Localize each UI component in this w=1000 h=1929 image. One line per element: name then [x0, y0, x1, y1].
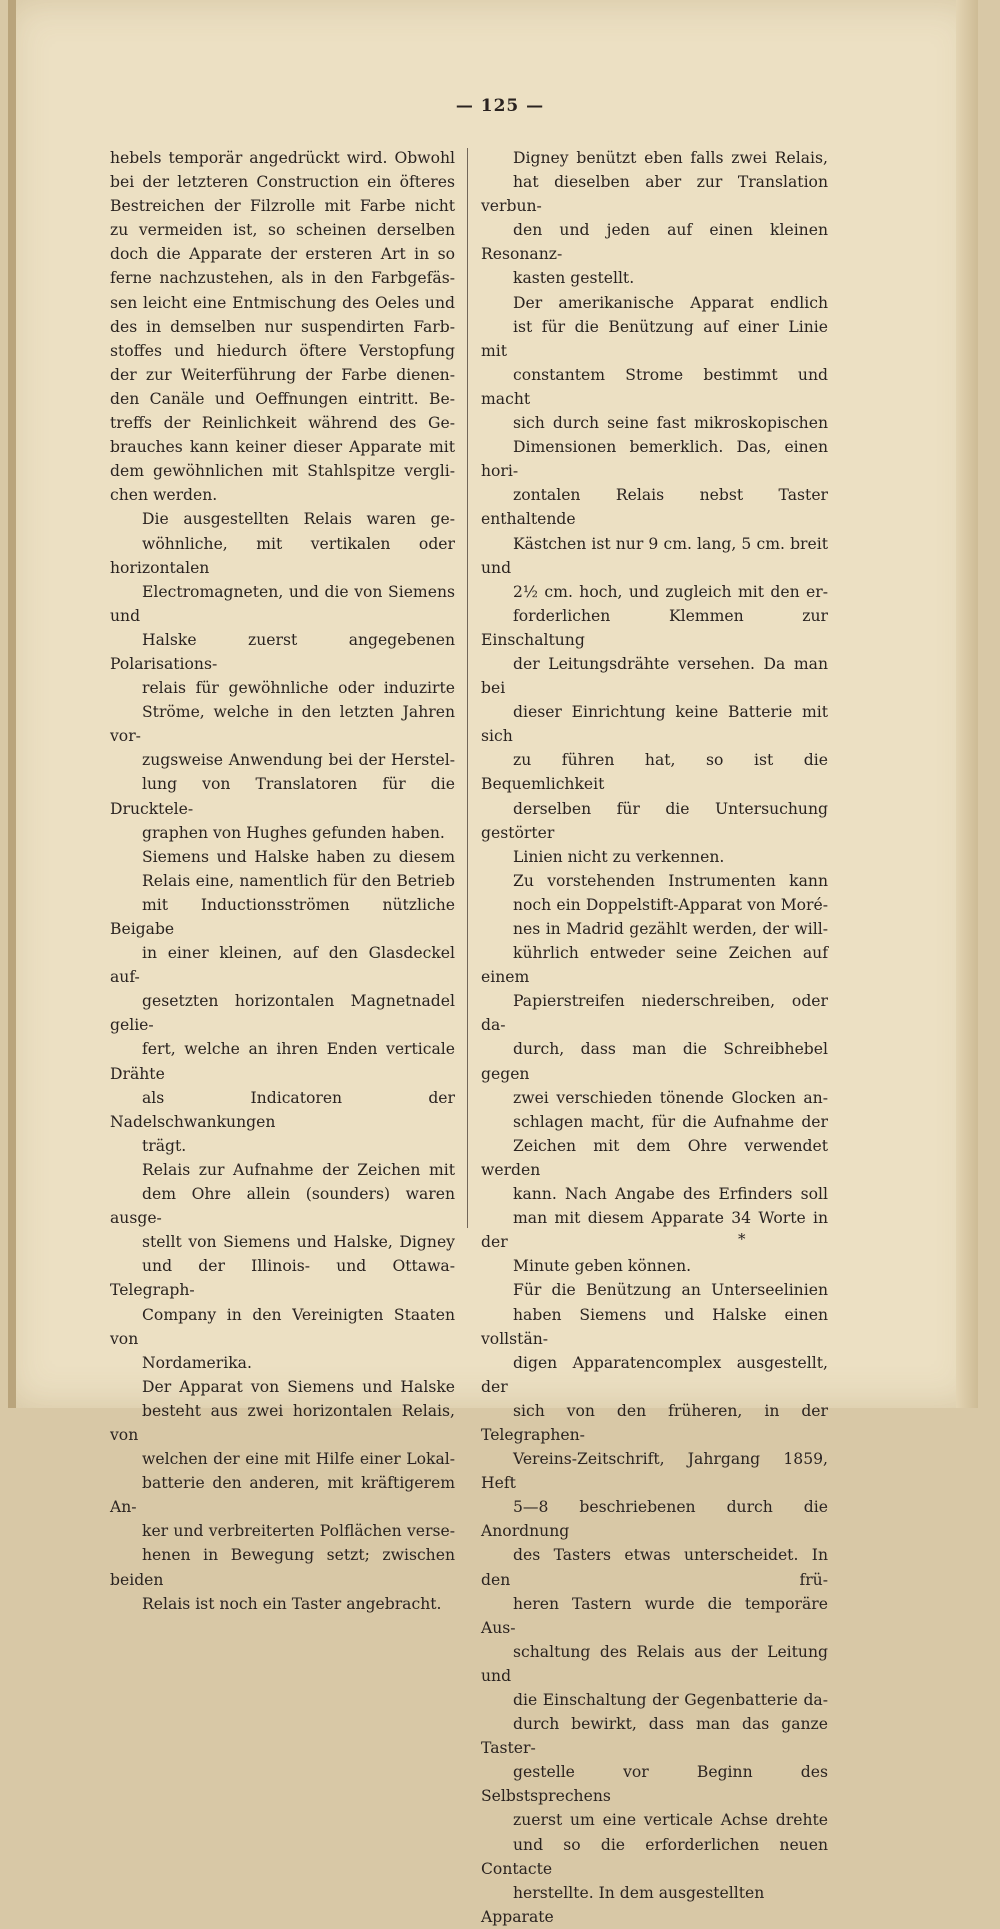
- text-line: schlagen macht, für die Aufnahme der: [513, 1112, 828, 1131]
- page-edge: [956, 0, 978, 1408]
- text-line: Zeichen mit dem Ohre verwendet werden: [481, 1136, 828, 1179]
- text-line: welchen der eine mit Hilfe einer Lokal-: [142, 1450, 455, 1469]
- text-line: 2½ cm. hoch, und zugleich mit den er-: [513, 582, 828, 601]
- left-column: [110, 146, 455, 1616]
- text-line: Linien nicht zu verkennen.: [513, 847, 725, 866]
- text-line: nes in Madrid gezählt werden, der will-: [513, 920, 828, 938]
- text-line: wöhnliche, mit vertikalen oder horizontalen: [110, 534, 455, 577]
- text-line: henen in Bewegung setzt; zwischen beiden: [110, 1546, 455, 1589]
- text-line: Der Apparat von Siemens und Halske: [142, 1377, 455, 1396]
- paragraph: [110, 1375, 455, 1616]
- text-line: constantem Strome bestimmt und macht: [481, 365, 828, 408]
- text-line: die Einschaltung der Gegenbatterie da-: [513, 1691, 828, 1709]
- text-line: zugsweise Anwendung bei der Herstel-: [142, 751, 455, 770]
- text-line: zwei verschieden tönende Glocken an-: [513, 1088, 828, 1107]
- text-line: Digney benützt eben falls zwei Relais,: [513, 149, 828, 167]
- column-divider: [467, 148, 468, 1228]
- paragraph: [481, 146, 828, 291]
- text-line: Kästchen ist nur 9 cm. lang, 5 cm. breit und: [481, 534, 828, 577]
- text-line: treffs der Reinlichkeit während des Ge-: [110, 414, 455, 433]
- text-line: chen werden.: [110, 486, 218, 505]
- text-line: trägt.: [142, 1136, 187, 1155]
- text-line: zuerst um eine verticale Achse drehte: [513, 1811, 828, 1830]
- text-line: gesetzten horizontalen Magnetnadel gelie-: [110, 992, 455, 1035]
- text-line: herstellte. In dem ausgestellten Apparate: [481, 1883, 765, 1926]
- text-line: und der Illinois- und Ottawa- Telegraph-: [110, 1257, 455, 1300]
- text-line: zu vermeiden ist, so scheinen derselben: [110, 221, 455, 240]
- paragraph: [481, 291, 828, 869]
- text-line: Ströme, welche in den letzten Jahren vor-: [110, 703, 455, 746]
- text-line: als Indicatoren der Nadelschwankungen: [110, 1088, 455, 1131]
- text-line: digen Apparatencomplex ausgestellt, der: [481, 1353, 828, 1396]
- text-line: ferne nachzustehen, als in den Farbgefäs-: [110, 269, 455, 288]
- text-line: relais für gewöhnliche oder induzirte: [142, 679, 455, 698]
- paragraph: [110, 507, 455, 844]
- text-line: Bestreichen der Filzrolle mit Farbe nicht: [110, 197, 455, 216]
- paragraph: [110, 845, 455, 1158]
- text-line: kann. Nach Angabe des Erfinders soll: [513, 1185, 828, 1204]
- text-line: ker und verbreiterten Polflächen verse-: [142, 1522, 455, 1541]
- text-line: haben Siemens und Halske einen vollstän-: [481, 1305, 828, 1348]
- text-line: hat dieselben aber zur Translation verbun-: [481, 173, 828, 216]
- text-line: forderlichen Klemmen zur Einschaltung: [481, 606, 828, 649]
- text-line: gestelle vor Beginn des Selbstsprechens: [481, 1763, 828, 1806]
- text-line: den Canäle und Oeffnungen eintritt. Be-: [110, 389, 455, 408]
- text-line: lung von Translatoren für die Drucktele-: [110, 775, 455, 818]
- text-line: durch, dass man die Schreibhebel gegen: [481, 1040, 828, 1083]
- text-line: fert, welche an ihren Enden verticale Drähte: [110, 1040, 455, 1083]
- text-line: zu führen hat, so ist die Bequemlichkeit: [481, 751, 828, 794]
- text-line: Siemens und Halske haben zu diesem: [142, 847, 455, 866]
- footnote-mark: *: [738, 1230, 746, 1248]
- text-line: dieser Einrichtung keine Batterie mit sich: [481, 703, 828, 746]
- page-number: — 125 —: [455, 96, 545, 116]
- text-line: in einer kleinen, auf den Glasdeckel auf-: [110, 944, 455, 987]
- text-line: noch ein Doppelstift-Apparat von Moré-: [513, 895, 828, 914]
- text-line: durch bewirkt, dass man das ganze Taster-: [481, 1715, 828, 1758]
- text-line: sen leicht eine Entmischung des Oeles und: [110, 293, 455, 312]
- text-line: man mit diesem Apparate 34 Worte in der: [481, 1209, 828, 1252]
- text-line: graphen von Hughes gefunden haben.: [142, 823, 445, 842]
- text-line: und so die erforderlichen neuen Contacte: [481, 1835, 828, 1878]
- text-line: Relais zur Aufnahme der Zeichen mit: [142, 1160, 455, 1179]
- text-line: kasten gestellt.: [513, 269, 635, 288]
- text-line: der Leitungsdrähte versehen. Da man bei: [481, 654, 828, 698]
- text-line: den und jeden auf einen kleinen Resonanz-: [481, 221, 828, 264]
- text-line: Vereins-Zeitschrift, Jahrgang 1859, Heft: [481, 1450, 828, 1493]
- text-line: Nordamerika.: [142, 1353, 252, 1372]
- paragraph: [110, 1158, 455, 1375]
- text-line: doch die Apparate der ersteren Art in so: [110, 245, 455, 264]
- text-line: stoffes und hiedurch öftere Verstopfung: [110, 341, 455, 360]
- text-line: des Tasters etwas unterscheidet. In den frü-: [481, 1546, 828, 1589]
- text-line: Electromagneten, und die von Siemens und: [110, 582, 455, 625]
- text-line: sich von den früheren, in der Telegraphen-: [481, 1401, 828, 1444]
- text-line: Die ausgestellten Relais waren ge-: [142, 510, 455, 529]
- text-line: Company in den Vereinigten Staaten von: [110, 1305, 455, 1348]
- text-line: batterie den anderen, mit kräftigerem An-: [110, 1474, 455, 1517]
- text-line: bei der letzteren Construction ein öfteres: [110, 173, 455, 192]
- text-line: Relais ist noch ein Taster angebracht.: [142, 1594, 442, 1613]
- paragraph: [481, 869, 828, 1279]
- text-line: besteht aus zwei horizontalen Relais, von: [110, 1401, 455, 1444]
- text-line: derselben für die Untersuchung gestörter: [481, 799, 828, 842]
- text-line: Papierstreifen niederschreiben, oder da-: [481, 992, 828, 1035]
- paragraph: [110, 146, 455, 507]
- paragraph: [481, 1278, 828, 1929]
- text-line: stellt von Siemens und Halske, Digney: [142, 1233, 455, 1252]
- text-line: Zu vorstehenden Instrumenten kann: [513, 871, 828, 890]
- text-line: Minute geben können.: [513, 1257, 692, 1276]
- text-line: der zur Weiterführung der Farbe dienen-: [110, 365, 455, 384]
- text-line: Der amerikanische Apparat endlich: [513, 293, 828, 312]
- text-line: mit Inductionsströmen nützliche Beigabe: [110, 895, 455, 938]
- text-line: dem Ohre allein (sounders) waren ausge-: [110, 1185, 455, 1228]
- text-line: hebels temporär angedrückt wird. Obwohl: [110, 149, 455, 167]
- text-line: brauches kann keiner dieser Apparate mit: [110, 438, 455, 457]
- text-line: Relais eine, namentlich für den Betrieb: [142, 871, 455, 890]
- text-line: ist für die Benützung auf einer Linie mit: [481, 317, 828, 360]
- text-line: heren Tastern wurde die temporäre Aus-: [481, 1594, 828, 1637]
- text-line: Halske zuerst angegebenen Polarisations-: [110, 630, 455, 673]
- text-line: Dimensionen bemerklich. Das, einen hori-: [481, 438, 828, 481]
- text-line: schaltung des Relais aus der Leitung und: [481, 1642, 828, 1685]
- right-column: [481, 146, 828, 1929]
- text-line: kührlich entweder seine Zeichen auf einem: [481, 944, 828, 987]
- text-line: sich durch seine fast mikroskopischen: [513, 414, 828, 433]
- text-line: Für die Benützung an Unterseelinien: [513, 1281, 828, 1300]
- text-line: des in demselben nur suspendirten Farb-: [110, 317, 455, 336]
- binding-edge: [8, 0, 16, 1408]
- text-line: dem gewöhnlichen mit Stahlspitze vergli-: [110, 462, 455, 481]
- text-line: 5—8 beschriebenen durch die Anordnung: [481, 1498, 828, 1541]
- text-line: zontalen Relais nebst Taster enthaltende: [481, 486, 828, 529]
